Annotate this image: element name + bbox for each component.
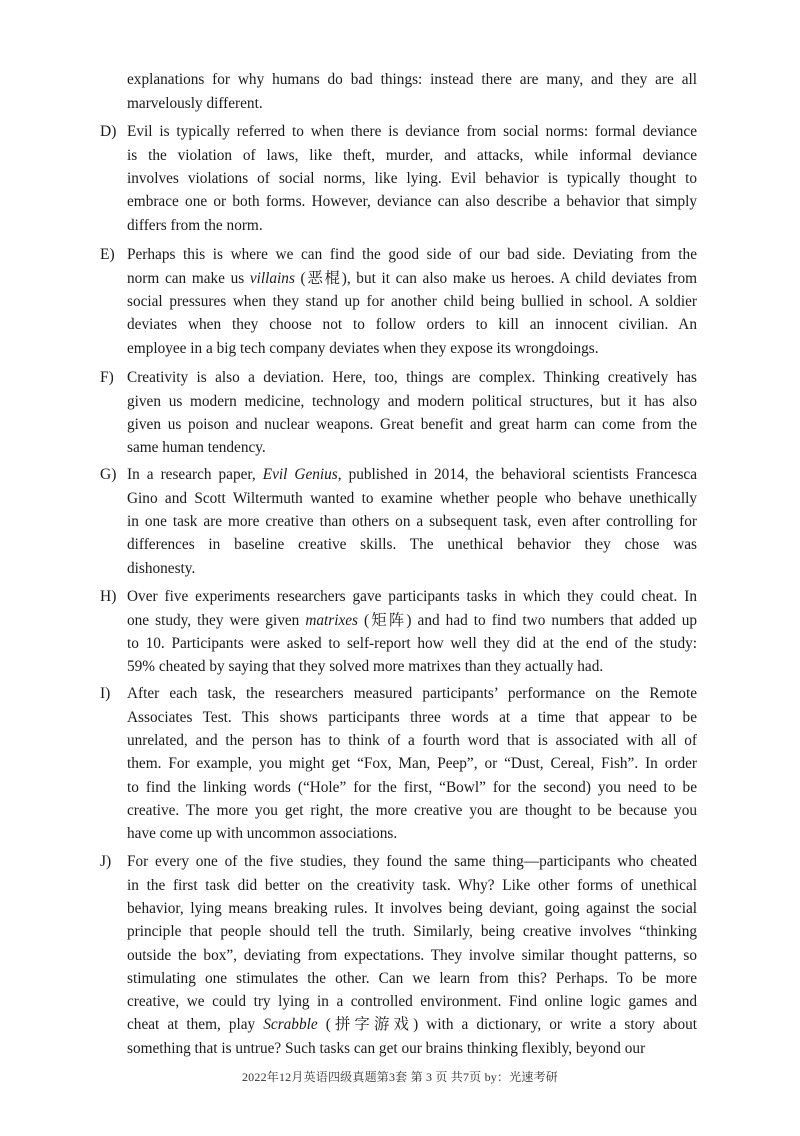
text-segment: (拼字游戏) with a dictionary, or write a story about — [317, 1016, 697, 1034]
text-line — [127, 632, 697, 655]
text-segment: unrelated, and the person has to think of a fourth word that is associated with all of — [127, 731, 697, 749]
text-line — [127, 366, 697, 389]
text-line — [127, 990, 697, 1013]
paragraph-label: E) — [100, 246, 115, 264]
paragraph-text — [127, 68, 697, 115]
text-line — [127, 144, 697, 167]
text-segment: is the violation of laws, like theft, murder, and attacks, while informal deviance — [127, 146, 697, 164]
text-line — [127, 243, 697, 266]
paragraph-text — [127, 243, 697, 359]
page-footer: 2022年12月英语四级真题第3套 第 3 页 共7页 by：光速考研 — [241, 1070, 558, 1084]
text-line — [127, 92, 697, 115]
text-line — [127, 967, 697, 990]
text-segment: behavior, lying means breaking rules. It involves being deviant, going against the social — [127, 899, 697, 917]
text-segment: in the first task did better on the creativity task. Why? Like other forms of unethical — [127, 876, 697, 894]
text-line — [127, 413, 697, 436]
italic-term: matrixes — [305, 611, 359, 629]
text-segment: cheat at them, play — [127, 1016, 264, 1034]
text-segment: (矩阵) and had to find two numbers that added up — [358, 611, 697, 629]
text-line — [127, 290, 697, 313]
text-segment: Associates Test. This shows participants three words at a time that appear to be — [127, 708, 697, 726]
text-segment: social pressures when they stand up for another child being bullied in school. A soldier — [127, 292, 697, 310]
text-segment: After each task, the researchers measured participants’ performance on the Remote — [127, 685, 697, 703]
text-segment: explanations for why humans do bad things: instead there are many, and they are all — [127, 71, 697, 89]
paragraph-label: J) — [100, 853, 112, 871]
text-segment: creative, we could try lying in a controlled environment. Find online logic games and — [127, 993, 697, 1011]
text-segment: in one task are more creative than others on a subsequent task, even after controlling for — [127, 512, 697, 530]
text-line — [127, 533, 697, 556]
text-segment: Over five experiments researchers gave participants tasks in which they could cheat. In — [127, 588, 697, 606]
text-segment: (恶棍), but it can also make us heroes. A child deviates from — [294, 269, 697, 287]
text-line — [127, 510, 697, 533]
text-segment: principle that people should tell the truth. Similarly, being creative involves “thinking — [127, 923, 697, 941]
text-line — [127, 776, 697, 799]
text-segment: outside the box”, deviating from expectations. They involve similar thought patterns, so — [127, 946, 697, 964]
italic-term: villains — [249, 269, 295, 287]
text-segment: Evil is typically referred to when there is deviance from social norms: formal deviance — [127, 123, 697, 141]
paragraph-label: H) — [100, 588, 117, 606]
text-segment: creative. The more you get right, the more creative you are thought to be because you — [127, 801, 697, 819]
text-line — [127, 822, 697, 845]
text-segment: one study, they were given — [127, 611, 306, 629]
text-line — [127, 585, 697, 608]
text-line — [127, 313, 697, 336]
text-segment: have come up with uncommon associations. — [127, 825, 398, 843]
text-segment: Perhaps this is where we can find the good side of our bad side. Deviating from the — [127, 246, 697, 264]
text-segment: differences in baseline creative skills. The unethical behavior they chose was — [127, 536, 697, 554]
text-segment: same human tendency. — [127, 439, 266, 457]
text-segment: them. For example, you might get “Fox, Man, Peep”, or “Dust, Cereal, Fish”. In order — [127, 755, 697, 773]
text-segment: Gino and Scott Wiltermuth wanted to examine whether people who behave unethically — [127, 489, 697, 507]
text-line — [127, 682, 697, 705]
text-segment: given us poison and nuclear weapons. Great benefit and great harm can come from the — [127, 415, 697, 433]
text-line — [127, 214, 697, 237]
text-line — [127, 557, 697, 580]
paragraph-text — [127, 850, 697, 1060]
text-segment: stimulating one stimulates the other. Can we learn from this? Perhaps. To be more — [127, 969, 697, 987]
text-line — [127, 487, 697, 510]
text-segment: deviates when they choose not to follow orders to kill an innocent civilian. An — [127, 316, 697, 334]
text-line — [127, 1037, 697, 1060]
text-line — [127, 609, 697, 632]
paragraph-text — [127, 585, 697, 678]
text-line — [127, 120, 697, 143]
text-segment: , published in 2014, the behavioral scientists Francesca — [337, 466, 697, 484]
text-line — [127, 920, 697, 943]
text-segment: embrace one or both forms. However, deviance can also describe a behavior that simply — [127, 193, 697, 211]
text-line — [127, 799, 697, 822]
italic-term: Scrabble — [263, 1016, 318, 1034]
paragraph-label: F) — [100, 369, 114, 387]
text-segment: something that is untrue? Such tasks can get our brains thinking flexibly, beyond our — [127, 1039, 646, 1057]
text-segment: For every one of the five studies, they found the same thing—participants who cheated — [127, 853, 697, 871]
text-line — [127, 874, 697, 897]
text-segment: differs from the norm. — [127, 216, 263, 234]
paragraph-label: I) — [100, 685, 111, 703]
text-segment: 59% cheated by saying that they solved more matrixes than they actually had. — [127, 658, 604, 676]
text-line — [127, 1013, 697, 1036]
italic-term: Evil Genius — [262, 466, 338, 484]
text-line — [127, 167, 697, 190]
text-line — [127, 337, 697, 360]
text-line — [127, 729, 697, 752]
paragraph-text — [127, 682, 697, 845]
text-line — [127, 436, 697, 459]
text-line — [127, 706, 697, 729]
text-line — [127, 850, 697, 873]
text-line — [127, 752, 697, 775]
paragraph-text — [127, 366, 697, 459]
paragraph-text — [127, 120, 697, 236]
text-line — [127, 390, 697, 413]
text-segment: to find the linking words (“Hole” for the first, “Bowl” for the second) you need to be — [127, 778, 697, 796]
text-segment: In a research paper, — [127, 466, 263, 484]
text-segment: involves violations of social norms, like lying. Evil behavior is typically thought to — [127, 169, 697, 187]
text-segment: employee in a big tech company deviates when they expose its wrongdoings. — [127, 339, 599, 357]
text-line — [127, 463, 697, 486]
text-segment: Creativity is also a deviation. Here, too, things are complex. Thinking creatively has — [127, 369, 697, 387]
paragraph-text — [127, 463, 697, 579]
text-line — [127, 655, 697, 678]
text-line — [127, 897, 697, 920]
text-segment: norm can make us — [127, 269, 250, 287]
paragraph-label: D) — [100, 123, 117, 141]
text-line — [127, 190, 697, 213]
text-line — [127, 267, 697, 290]
paragraph-label: G) — [100, 466, 117, 484]
text-segment: dishonesty. — [127, 559, 196, 577]
text-line — [127, 944, 697, 967]
text-line — [127, 68, 697, 91]
text-segment: given us modern medicine, technology and modern political structures, but it has also — [127, 392, 697, 410]
text-segment: marvelously different. — [127, 94, 263, 112]
text-segment: to 10. Participants were asked to self-report how well they did at the end of the study: — [127, 634, 697, 652]
